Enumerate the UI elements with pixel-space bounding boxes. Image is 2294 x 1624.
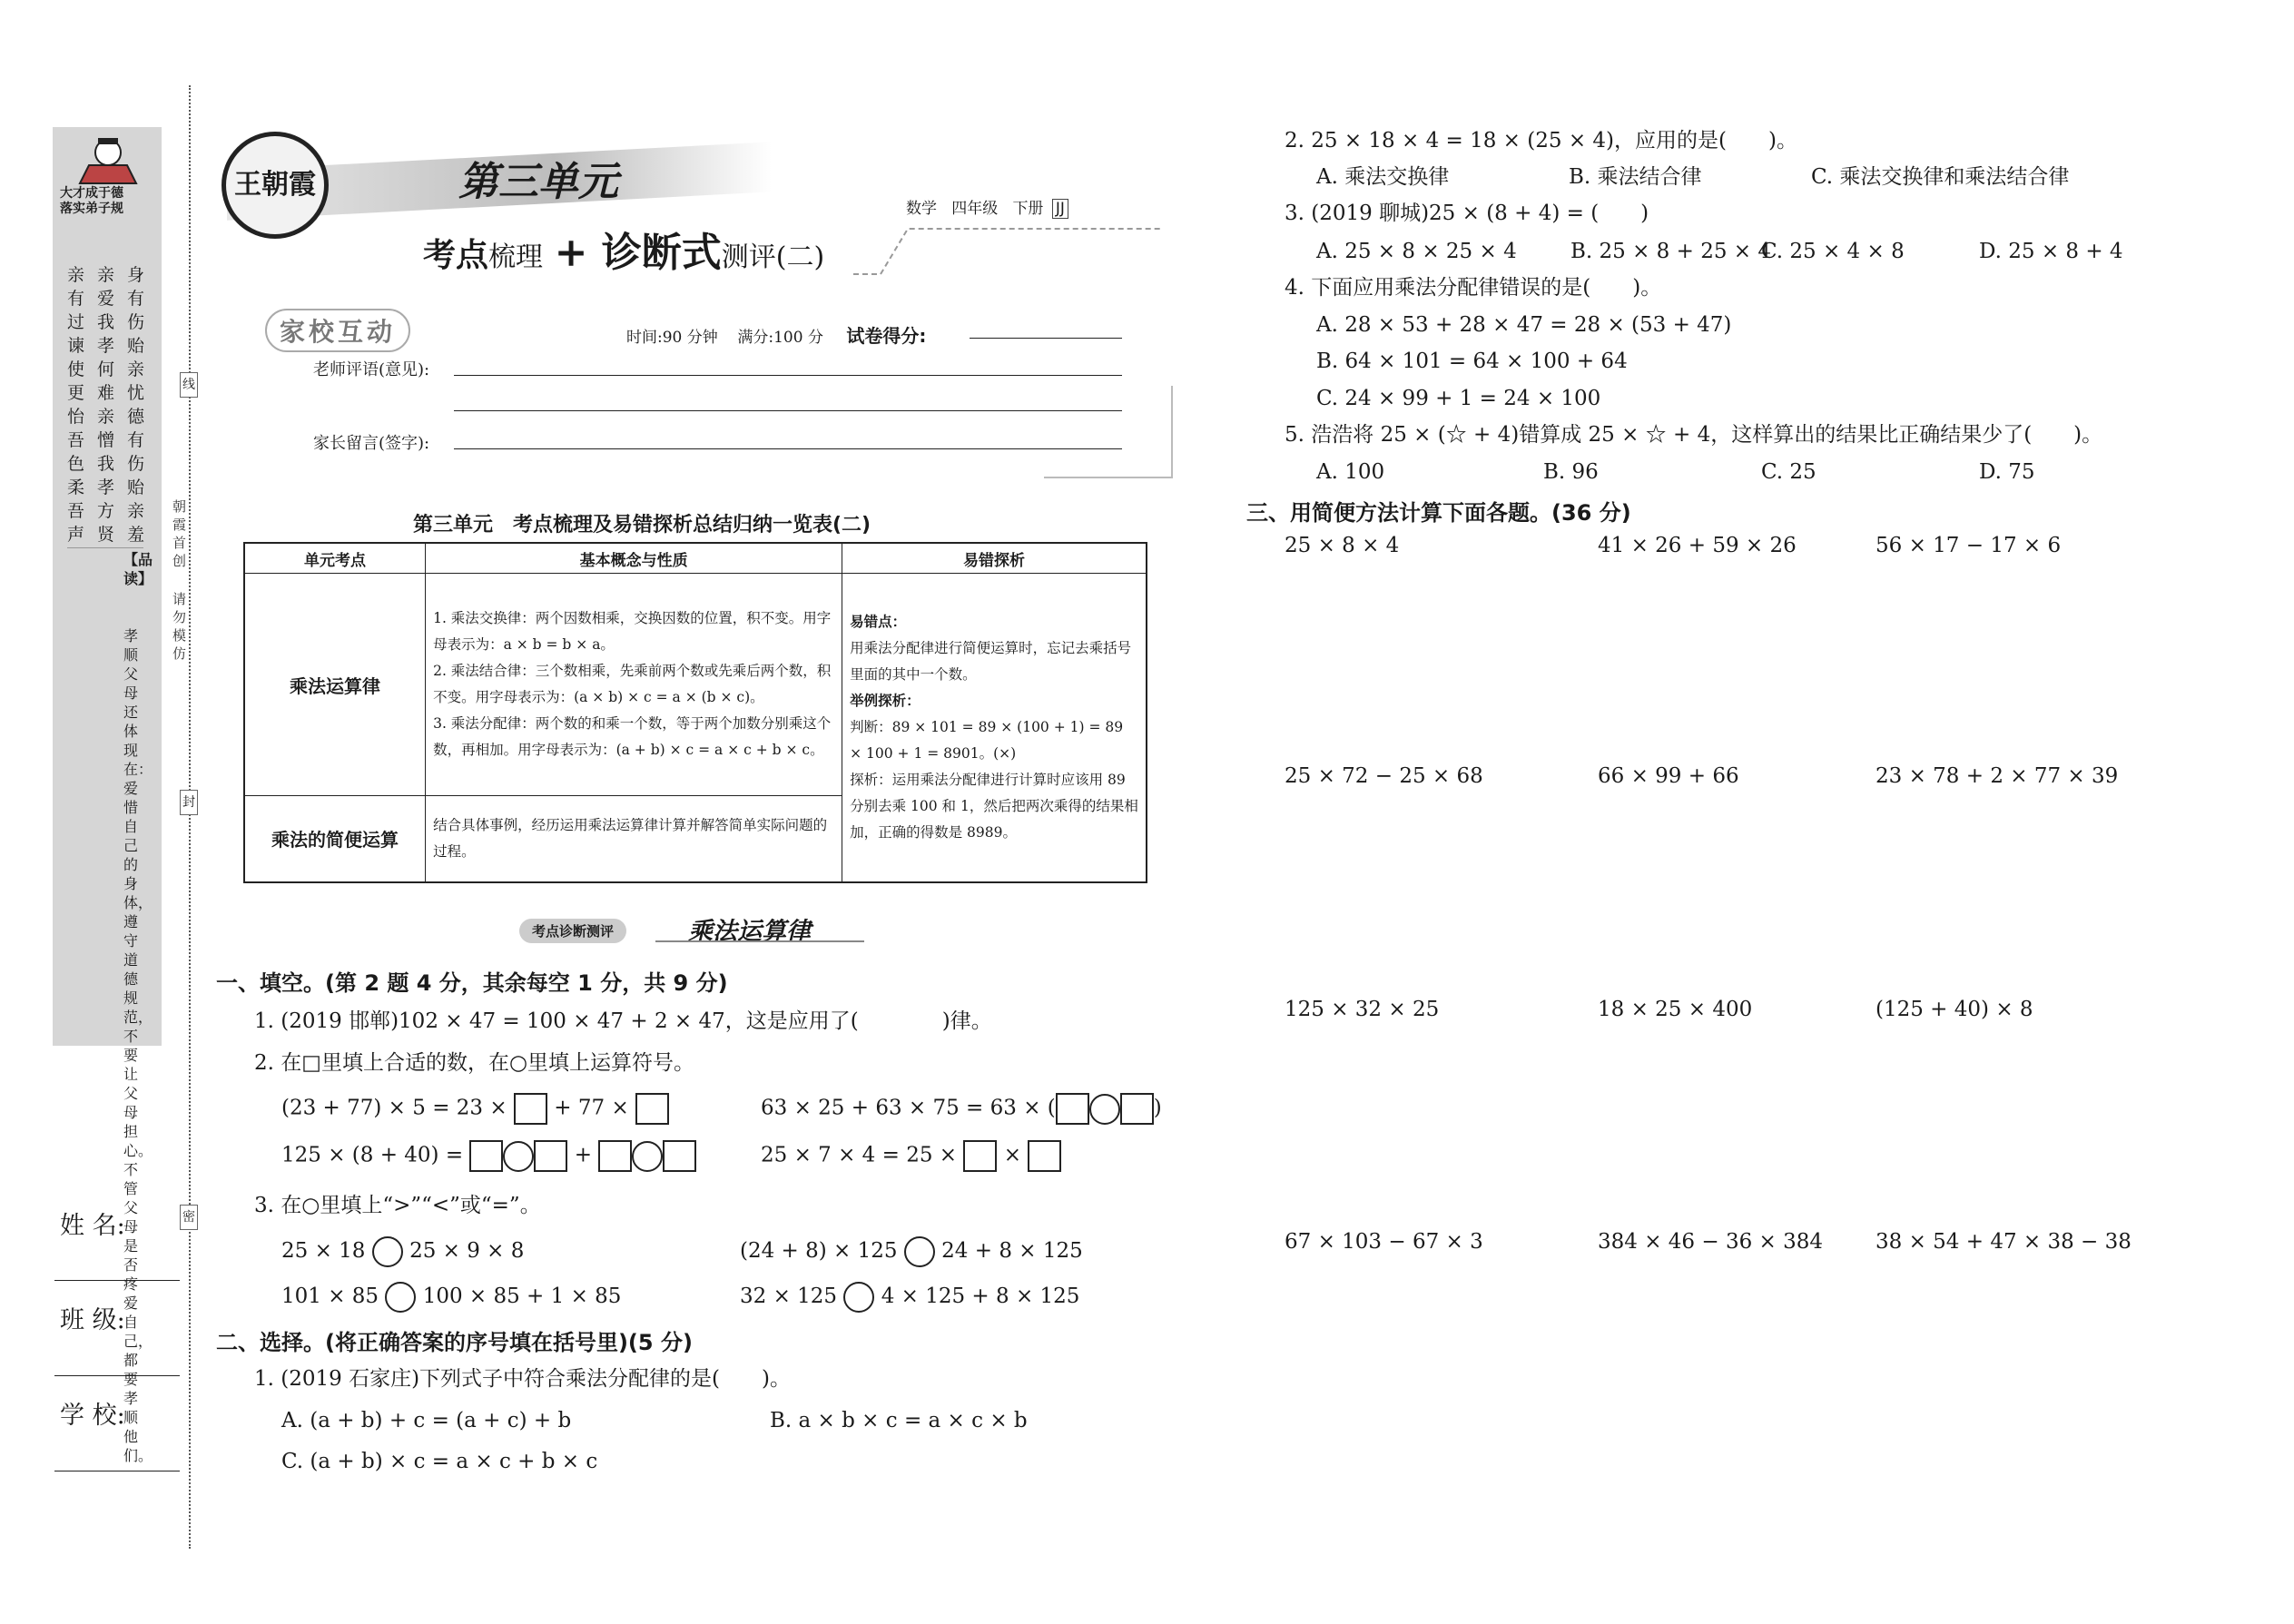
calc-problem: 56 × 17 − 17 × 6 [1876, 534, 2062, 557]
choice-4-option-c: C. 24 × 99 + 1 = 24 × 100 [1316, 387, 1601, 410]
parent-note-field[interactable] [454, 448, 1122, 449]
fold-mark-secret: 密 [180, 1205, 198, 1230]
header-unit-point: 单元考点 [244, 543, 426, 574]
calc-problem: 66 × 99 + 66 [1598, 764, 1739, 788]
compare-circle[interactable] [372, 1236, 403, 1267]
fill-question-3: 3. 在○里填上“>”“<”或“=”。 [254, 1194, 541, 1217]
choice-3-option-b: B. 25 × 8 + 25 × 4 [1570, 240, 1772, 263]
choice-4-option-a: A. 28 × 53 + 28 × 47 = 28 × (53 + 47) [1316, 313, 1732, 337]
concept-cell: 结合具体事例，经历运用乘法运算律计算并解答简单实际问题的过程。 [426, 796, 842, 882]
compare-circle[interactable] [843, 1282, 874, 1313]
sub-title: 考点梳理 + 诊断式测评(二) [423, 230, 825, 276]
answer-box[interactable] [1120, 1093, 1154, 1125]
choice-5-option-b: B. 96 [1543, 460, 1599, 484]
fold-text-1: 朝霞首创 [172, 498, 187, 569]
class-field[interactable] [54, 1375, 180, 1376]
choice-5-option-c: C. 25 [1761, 460, 1816, 484]
teacher-remark-label: 老师评语(意见): [313, 360, 430, 379]
choice-3-option-d: D. 25 × 8 + 4 [1979, 240, 2123, 263]
fill-question-2d: 25 × 7 × 4 = 25 × × [761, 1140, 1061, 1172]
mascot-icon [71, 134, 145, 184]
section-2-heading: 二、选择。(将正确答案的序号填在括号里)(5 分) [216, 1330, 693, 1355]
fill-question-2a: (23 + 77) × 5 = 23 × + 77 × [281, 1093, 669, 1125]
calc-problem: 41 × 26 + 59 × 26 [1598, 534, 1797, 557]
error-analysis-cell: 易错点： 用乘法分配律进行简便运算时，忘记去乘括号里面的其中一个数。 举例探析： 判断：89 × 101 = 89 × (100 + 1) = 89 × 100 + 1 = 8901。(×) 探析：运用乘法分配律进行计算时应该用 89 分别去乘 100 和 1，然后把两次乘得的结果相加，正确的得数是 8989。 [842, 574, 1147, 882]
frame-corner [1044, 386, 1173, 478]
name-field[interactable] [54, 1280, 180, 1281]
answer-box[interactable] [635, 1093, 669, 1125]
section-banner: 考点诊断测评 乘法运算律 [519, 917, 864, 944]
fold-line [189, 85, 191, 1549]
fill-question-2b: 63 × 25 + 63 × 75 = 63 × ( ) [761, 1093, 1162, 1125]
score-field[interactable] [970, 338, 1122, 339]
fold-text-2: 请勿模仿 [172, 591, 187, 662]
header-deco-line [853, 211, 1162, 283]
teacher-remark-field-2[interactable] [454, 410, 1122, 411]
answer-box[interactable] [469, 1140, 503, 1172]
brand-logo: 王朝霞 [222, 132, 329, 239]
answer-box[interactable] [663, 1140, 696, 1172]
choice-3-option-c: C. 25 × 4 × 8 [1761, 240, 1905, 263]
operator-circle[interactable] [1089, 1094, 1120, 1125]
grade-tag: 数学 四年级 下册 JJ [906, 195, 1068, 219]
calc-problem: 23 × 78 + 2 × 77 × 39 [1876, 764, 2119, 788]
choice-question-3: 3. (2019 聊城)25 × (8 + 4) = ( ) [1285, 202, 1649, 225]
answer-box[interactable] [514, 1093, 547, 1125]
name-label: 姓 名: [60, 1212, 125, 1240]
answer-box[interactable] [1056, 1093, 1089, 1125]
summary-table [243, 542, 1147, 883]
calc-problem: 384 × 46 − 36 × 384 [1598, 1230, 1824, 1254]
calc-problem: 67 × 103 − 67 × 3 [1285, 1230, 1483, 1254]
reading-spacer [73, 550, 109, 605]
home-school-label: 家校互动 [265, 309, 410, 352]
answer-box[interactable] [534, 1140, 567, 1172]
answer-box[interactable] [963, 1140, 997, 1172]
compare-3a: 25 × 18 25 × 9 × 8 [281, 1236, 524, 1267]
choice-1-option-a: A. (a + b) + c = (a + c) + b [281, 1409, 572, 1432]
fill-question-1: 1. (2019 邯郸)102 × 47 = 100 × 47 + 2 × 47，这是应用了( )律。 [254, 1009, 992, 1033]
section-3-heading: 三、用简便方法计算下面各题。(36 分) [1246, 500, 1631, 526]
choice-2-option-b: B. 乘法结合律 [1569, 165, 1702, 189]
compare-3b: (24 + 8) × 125 24 + 8 × 125 [740, 1236, 1083, 1267]
summary-row [244, 574, 1147, 796]
reading-text-a: 孝顺父母还体现在：爱惜自己的身体，遵守道德规范，不要让父母担心。不管父母是否疼爱自己，都要孝顺他们。 [123, 627, 153, 1464]
header-concept: 基本概念与性质 [426, 543, 842, 574]
choice-question-5: 5. 浩浩将 25 × (☆ + 4)错算成 25 × ☆ + 4，这样算出的结果比正确结果少了( )。 [1285, 423, 2103, 447]
choice-question-4: 4. 下面应用乘法分配律错误的是( )。 [1285, 276, 1662, 300]
choice-1-option-b: B. a × b × c = a × c × b [770, 1409, 1028, 1432]
compare-3d: 32 × 125 4 × 125 + 8 × 125 [740, 1282, 1079, 1313]
compare-circle[interactable] [904, 1236, 935, 1267]
poem-column-3: 亲有过谏使更怡吾色柔吾声 [67, 265, 85, 545]
fill-question-2: 2. 在□里填上合适的数，在○里填上运算符号。 [254, 1051, 695, 1075]
choice-3-option-a: A. 25 × 8 × 25 × 4 [1316, 240, 1517, 263]
compare-circle[interactable] [385, 1282, 416, 1313]
choice-4-option-b: B. 64 × 101 = 64 × 100 + 64 [1316, 349, 1628, 373]
summary-table-title: 第三单元 考点梳理及易错探析总结归纳一览表(二) [413, 514, 871, 536]
summary-header-row [244, 543, 1147, 574]
exam-meta: 时间:90 分钟 满分:100 分 试卷得分: [626, 325, 927, 347]
concept-cell: 1. 乘法交换律：两个因数相乘，交换因数的位置，积不变。用字母表示为：a × b = b × a。 2. 乘法结合律：三个数相乘，先乘前两个数或先乘后两个数，积不变。用字母表示为：(a × b) × c = a × (b × c)。 3. 乘法分配律：两个数的和乘一个数，等于两个加数分别乘这个数，再相加。用字母表示为：(a + b) × c = a × c + b × c。 [426, 574, 842, 796]
class-label: 班 级: [60, 1306, 125, 1334]
choice-question-2: 2. 25 × 18 × 4 = 18 × (25 × 4)，应用的是( )。 [1285, 129, 1797, 153]
unit-point-cell: 乘法运算律 [244, 574, 426, 796]
parent-note-label: 家长留言(签字): [313, 434, 430, 453]
operator-circle[interactable] [632, 1141, 663, 1172]
answer-box[interactable] [1028, 1140, 1061, 1172]
calc-problem: 125 × 32 × 25 [1285, 998, 1440, 1021]
reading-label: 【品读】 [123, 551, 153, 587]
calc-problem: 25 × 8 × 4 [1285, 534, 1400, 557]
calc-problem: 25 × 72 − 25 × 68 [1285, 764, 1483, 788]
choice-question-1: 1. (2019 石家庄)下列式子中符合乘法分配律的是( )。 [254, 1367, 791, 1391]
school-label: 学 校: [60, 1402, 125, 1430]
fill-question-2c: 125 × (8 + 40) = + [281, 1140, 696, 1172]
section-1-heading: 一、填空。(第 2 题 4 分，其余每空 1 分，共 9 分) [216, 970, 728, 996]
choice-2-option-a: A. 乘法交换律 [1316, 165, 1450, 189]
choice-5-option-a: A. 100 [1316, 460, 1385, 484]
teacher-remark-field-1[interactable] [454, 375, 1122, 376]
calc-problem: (125 + 40) × 8 [1876, 998, 2033, 1021]
unit-point-cell: 乘法的简便运算 [244, 796, 426, 882]
compare-3c: 101 × 85 100 × 85 + 1 × 85 [281, 1282, 621, 1313]
poem-column-2: 亲爱我孝何难亲憎我孝方贤 [97, 265, 115, 545]
answer-box[interactable] [598, 1140, 632, 1172]
motto: 大才成于德 落实弟子规 [60, 186, 123, 216]
header-error: 易错探析 [842, 543, 1147, 574]
choice-2-option-c: C. 乘法交换律和乘法结合律 [1811, 165, 2070, 189]
operator-circle[interactable] [503, 1141, 534, 1172]
calc-problem: 18 × 25 × 400 [1598, 998, 1753, 1021]
choice-5-option-d: D. 75 [1979, 460, 2035, 484]
unit-title: 第三单元 [458, 159, 618, 205]
choice-1-option-c: C. (a + b) × c = a × c + b × c [281, 1450, 598, 1473]
fold-mark-line: 线 [180, 372, 198, 398]
fold-mark-seal: 封 [180, 790, 198, 815]
poem-column-1: 身有伤贻亲忧德有伤贻亲羞 [127, 265, 145, 545]
calc-problem: 38 × 54 + 47 × 38 − 38 [1876, 1230, 2132, 1254]
